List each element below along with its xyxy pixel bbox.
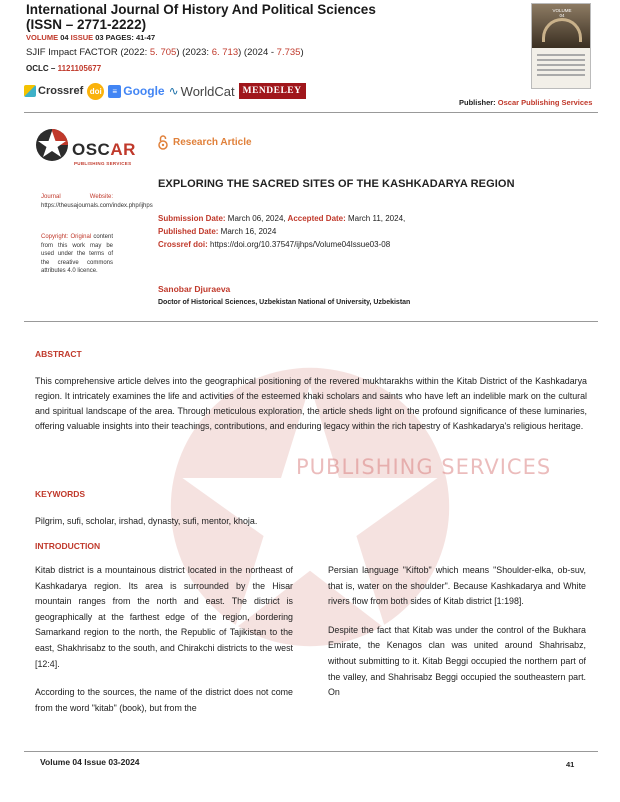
mendeley-logo[interactable]: MENDELEY <box>239 83 306 99</box>
intro-right-column <box>328 563 586 714</box>
intro-left-column <box>35 563 293 729</box>
copyright-notice: Copyright: Original content from this work may be used under the terms of the creative commons attributes 4.0 licence. <box>41 234 114 274</box>
website-link[interactable]: https://theusajournals.com/index.php/ijhps <box>41 202 153 209</box>
footer-divider <box>24 751 598 752</box>
keywords-text: Pilgrim, sufi, scholar, irshad, dynasty, sufi, mentor, khoja. <box>35 516 258 526</box>
article-type: Research Article <box>158 135 252 150</box>
keywords-heading: KEYWORDS <box>35 489 86 499</box>
section-divider <box>24 321 598 322</box>
article-dates: Submission Date: March 06, 2024, Accepted Date: March 11, 2024, Published Date: March 16, 2024 Crossref doi: https://doi.org/10.37547/ijhps/Volume04Issue03-08 <box>158 214 406 249</box>
oscar-subtitle: PUBLISHING SERVICES <box>74 161 132 166</box>
worldcat-logo[interactable]: ∿ WorldCat <box>168 83 235 99</box>
abstract-text: This comprehensive article delves into the geographical positioning of the revered mukhtarakhs within the Kitab District of the Kashkadarya region. It intricately examines the life and activities of the esteemed khaki scholars and saints who have left an indelible mark on the cultural and spiritual landscape of the area. Through meticulous exploration, the article sheds light on the profound significance of these luminaries, offering valuable insights into their teachings, contributions, and enduring legacy within the rich tapestry of Kashkadarya's religious heritage. <box>35 376 587 431</box>
abstract-heading: ABSTRACT <box>35 349 82 359</box>
footer-volume: Volume 04 Issue 03-2024 <box>40 757 140 767</box>
intro-paragraph: Despite the fact that Kitab was under the control of the Bukhara Emirate, the Kenagos clan was united around Shahrisabz, without submitting to it. Kitab Beggi occupied the northern part of the valley, and Shahrisabz Beggi occupied the southeastern part. On <box>328 624 586 698</box>
doi-logo[interactable]: doi <box>87 83 104 100</box>
crossref-logo[interactable]: Crossref <box>24 85 83 97</box>
oscar-logo <box>35 126 135 178</box>
header-divider <box>24 112 598 113</box>
sjif-impact-factor: SJIF Impact FACTOR (2022: 5. 705) (2023: 6. 713) (2024 - 7.735) <box>26 47 304 58</box>
indexing-logos <box>24 80 354 102</box>
watermark-text: PUBLISHING SERVICES <box>296 455 552 479</box>
colosseum-icon <box>542 18 582 42</box>
journal-cover <box>531 3 591 89</box>
page-number: 41 <box>566 760 575 769</box>
publisher: Publisher: Oscar Publishing Services <box>459 98 593 107</box>
article-title: EXPLORING THE SACRED SITES OF THE KASHKADARYA REGION <box>158 178 515 190</box>
journal-title: International Journal Of History And Political Sciences (ISSN – 2771-2222) <box>26 2 376 32</box>
intro-paragraph: Persian language "Kiftob" which means "Shoulder-elka, ob-suv, that is, water on the shoulder". Because Kashkadarya and White rivers flow from both sides of Kitab district [1:198]. <box>328 565 586 607</box>
google-scholar-icon: ≡ <box>108 85 121 98</box>
author-name: Sanobar Djuraeva <box>158 284 231 294</box>
intro-paragraph: According to the sources, the name of the district does not come from the word "kitab" (book), but from the <box>35 687 293 713</box>
author-affiliation: Doctor of Historical Sciences, Uzbekistan National of University, Uzbekistan <box>158 299 411 306</box>
open-access-icon <box>158 135 168 150</box>
worldcat-icon: ∿ <box>168 84 179 98</box>
oclc-number: OCLC – 1121105677 <box>26 64 102 73</box>
google-scholar-logo[interactable]: ≡ Google <box>108 84 164 98</box>
journal-website: Journal Website: https://theusajournals.com/index.php/ijhps <box>41 194 153 209</box>
oscar-wordmark: OSCAR <box>72 140 136 159</box>
volume-issue-pages: VOLUME 04 ISSUE 03 PAGES: 41-47 <box>26 33 156 42</box>
cover-volume: VOLUME 04 <box>552 8 572 18</box>
introduction-heading: INTRODUCTION <box>35 541 101 551</box>
oscar-star-icon <box>35 126 69 164</box>
intro-paragraph: Kitab district is a mountainous district located in the northeast of Kashkadarya region. Its area is surrounded by the Hisar mountain ranges from the north and east. The district is geographically at the farthest edge of the region, bordering Samarkand region to the north, the Republic of Tajikistan to the east, Shakhrisabz to the south, and Chirakchi districts to the west [12:4]. <box>35 565 293 669</box>
crossref-icon <box>24 85 36 97</box>
doi-link[interactable]: https://doi.org/10.37547/ijhps/Volume04Issue03-08 <box>207 240 391 249</box>
